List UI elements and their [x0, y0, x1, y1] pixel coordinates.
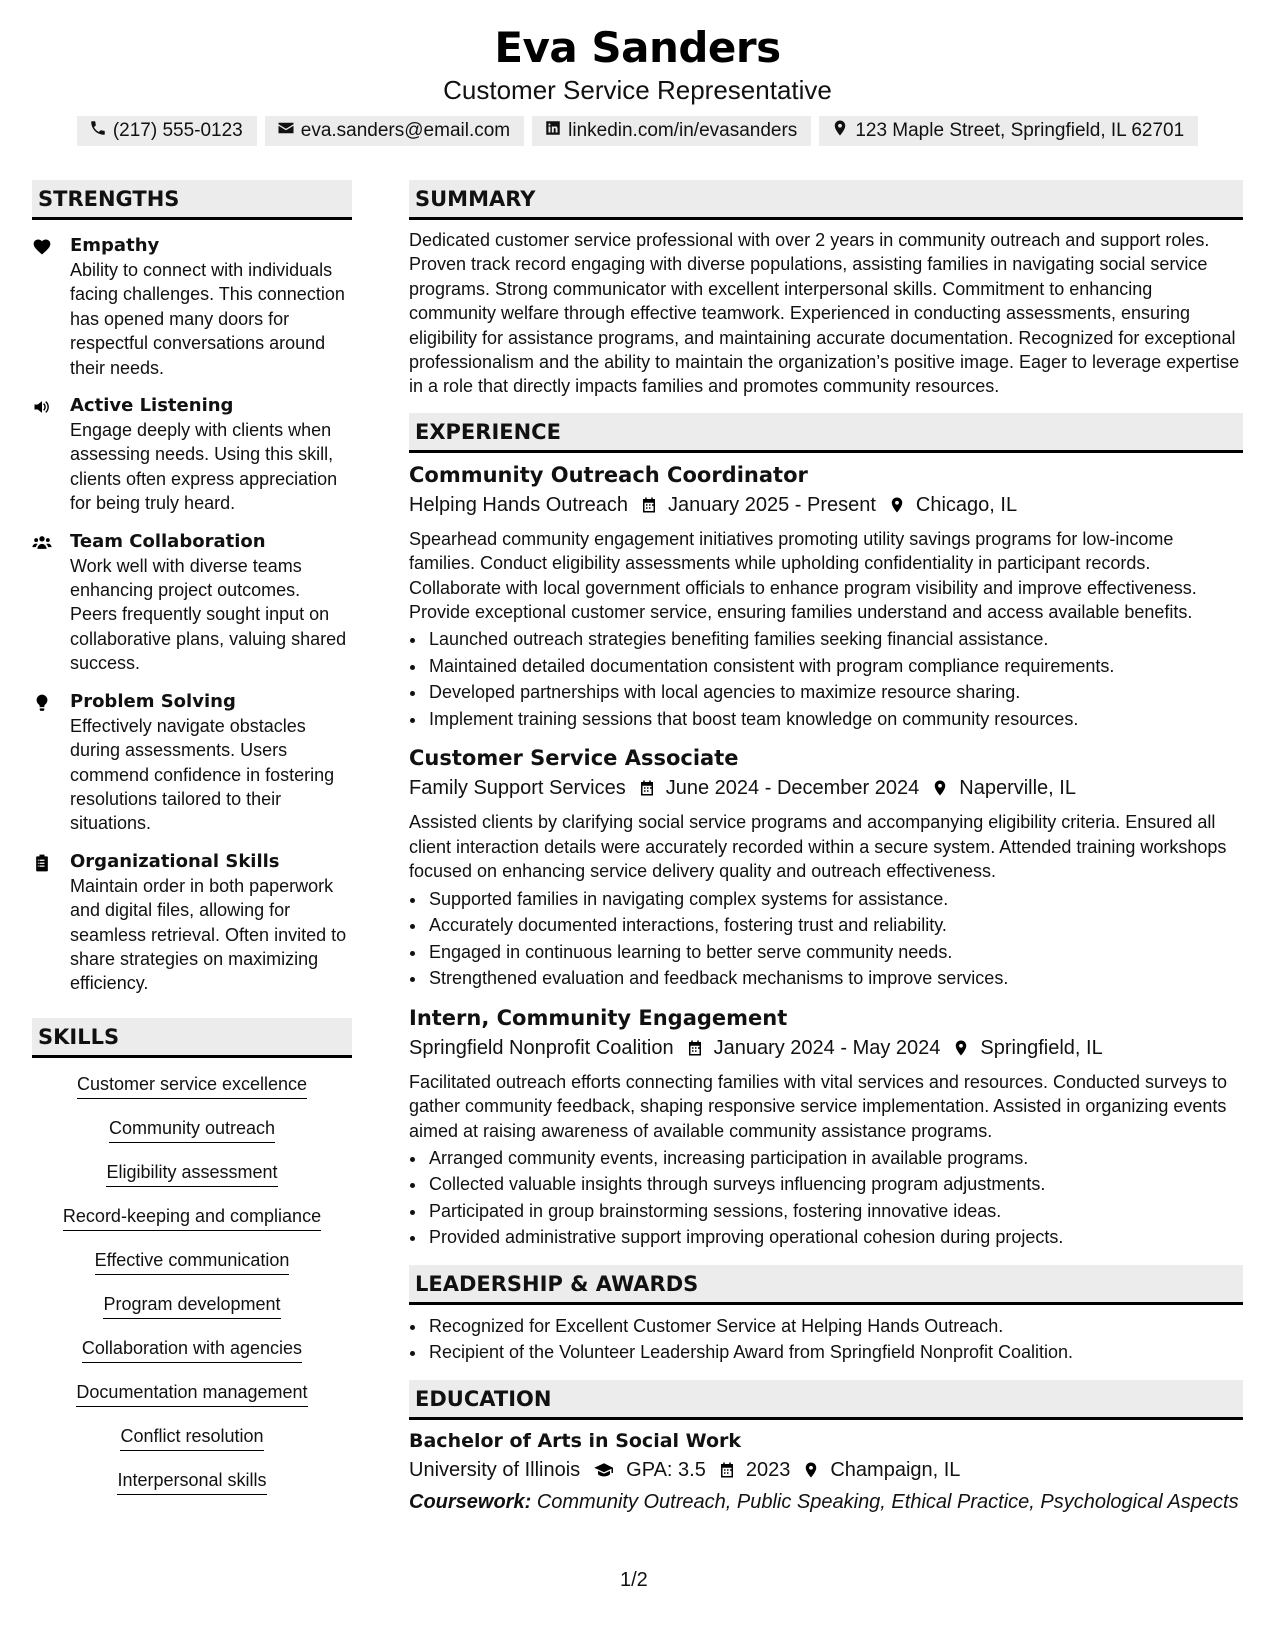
contact-bar — [0, 116, 1275, 146]
envelope-icon — [277, 119, 295, 143]
strength-item — [32, 394, 352, 516]
bullet-item: • Strengthened evaluation and feedback mechanisms to improve services. — [427, 965, 1243, 992]
page-number: 1/2 — [620, 1569, 648, 1591]
bullet-item: • Engaged in continuous learning to better serve community needs. — [427, 939, 1243, 966]
strengths-heading: STRENGTHS — [32, 180, 352, 220]
bullet-item: • Provided administrative support improving operational cohesion during projects. — [427, 1224, 1243, 1251]
job-dates: January 2024 - May 2024 — [713, 1036, 941, 1059]
job-bullets — [409, 1145, 1243, 1251]
candidate-title: Customer Service Representative — [443, 75, 832, 105]
strength-item — [32, 234, 352, 380]
map-pin-icon — [952, 1039, 970, 1057]
experience-heading: EXPERIENCE — [409, 413, 1243, 453]
contact-phone — [77, 116, 257, 146]
right-column — [409, 180, 1243, 1514]
skill-tag: Eligibility assessment — [106, 1160, 277, 1187]
education-heading: EDUCATION — [409, 1380, 1243, 1420]
skill-tag: Documentation management — [76, 1380, 307, 1407]
job-company: Helping Hands Outreach — [409, 493, 629, 516]
bullet-item: • Collected valuable insights through surveys influencing program adjustments. — [427, 1171, 1243, 1198]
address-text: 123 Maple Street, Springfield, IL 62701 — [855, 120, 1185, 141]
bullet-item: • Maintained detailed documentation consistent with program compliance requirements. — [427, 653, 1243, 680]
gpa-text: GPA: 3.5 — [626, 1458, 706, 1481]
job-entry — [409, 1004, 1243, 1251]
bullet-item: • Arranged community events, increasing participation in available programs. — [427, 1145, 1243, 1172]
volume-icon — [32, 394, 70, 516]
strength-item — [32, 530, 352, 676]
map-pin-icon — [802, 1461, 820, 1479]
awards-heading: LEADERSHIP & AWARDS — [409, 1265, 1243, 1305]
skill-tag: Interpersonal skills — [117, 1468, 266, 1495]
job-dates: January 2025 - Present — [668, 493, 876, 516]
contact-address — [819, 116, 1198, 146]
calendar-icon — [640, 496, 658, 514]
strength-title: Organizational Skills — [70, 850, 280, 872]
graduation-cap-icon — [592, 1461, 616, 1479]
strength-title: Active Listening — [70, 395, 234, 417]
skills-heading: SKILLS — [32, 1018, 352, 1058]
skill-tag: Customer service excellence — [77, 1072, 307, 1099]
bullet-item: • Implement training sessions that boost team knowledge on community resources. — [427, 706, 1243, 733]
degree-title: Bachelor of Arts in Social Work — [409, 1429, 741, 1452]
coursework-list: Community Outreach, Public Speaking, Ethical Practice, Psychological Aspects — [536, 1490, 1239, 1513]
skill-tag: Collaboration with agencies — [82, 1336, 302, 1363]
job-entry — [409, 461, 1243, 733]
award-item: • Recognized for Excellent Customer Service at Helping Hands Outreach. — [427, 1313, 1243, 1340]
award-item: • Recipient of the Volunteer Leadership Award from Springfield Nonprofit Coalition. — [427, 1339, 1243, 1366]
job-desc: Spearhead community engagement initiatives promoting utility savings programs for low-income families. Conduct eligibility assessments while upholding confidentiality in participant records. Collaborate with local government officials to enhance program visibility and improve effectiveness. Provide exceptional customer service, ensuring families understand and access available benefits. — [409, 528, 1197, 623]
linkedin-icon — [544, 119, 562, 143]
bullet-item: • Supported families in navigating complex systems for assistance. — [427, 886, 1243, 913]
coursework — [409, 1490, 1243, 1514]
job-dates: June 2024 - December 2024 — [665, 777, 920, 800]
bullet-item: • Participated in group brainstorming sessions, fostering innovative ideas. — [427, 1198, 1243, 1225]
map-pin-icon — [931, 779, 949, 797]
job-title: Community Outreach Coordinator — [409, 462, 808, 487]
linkedin-text[interactable]: linkedin.com/in/evasanders — [568, 120, 798, 141]
lightbulb-icon — [32, 690, 70, 836]
grad-year: 2023 — [745, 1458, 791, 1481]
contact-email[interactable] — [265, 116, 524, 146]
calendar-icon — [718, 1461, 736, 1479]
strength-desc: Ability to connect with individuals facing challenges. This connection has opened many doors for respectful conversations around their needs. — [70, 260, 345, 378]
education-meta — [409, 1456, 1243, 1484]
calendar-icon — [638, 779, 656, 797]
strength-desc: Engage deeply with clients when assessing needs. Using this skill, clients often express appreciation for being truly heard. — [70, 420, 338, 514]
coursework-label: Coursework: — [409, 1490, 532, 1513]
bullet-item: • Developed partnerships with local agencies to maximize resource sharing. — [427, 679, 1243, 706]
strength-desc: Maintain order in both paperwork and digital files, allowing for seamless retrieval. Often invited to share strategies on maximizing efficiency. — [70, 875, 347, 994]
strength-title: Team Collaboration — [70, 530, 266, 552]
map-pin-icon — [888, 496, 906, 514]
job-title: Intern, Community Engagement — [409, 1005, 788, 1030]
strength-item — [32, 690, 352, 836]
job-title: Customer Service Associate — [409, 746, 739, 771]
summary-heading: SUMMARY — [409, 180, 1243, 220]
resume-header — [0, 0, 1275, 146]
skill-tag: Community outreach — [109, 1116, 275, 1143]
job-desc: Assisted clients by clarifying social service programs and accompanying eligibility criteria. Ensured all client interaction details were accurately recorded within a secure system. Attended training workshops focused on enhancing service delivery quality and outreach effectiveness. — [409, 812, 1227, 882]
skill-tag: Program development — [103, 1292, 280, 1319]
job-meta — [409, 1034, 1243, 1062]
strength-desc: Work well with diverse teams enhancing project outcomes. Peers frequently sought input on collaborative plans, valuing shared success. — [70, 555, 347, 674]
skill-tag: Effective communication — [95, 1248, 290, 1275]
phone-icon — [89, 119, 107, 143]
phone-text: (217) 555-0123 — [112, 120, 243, 141]
job-entry — [409, 744, 1243, 991]
strength-desc: Effectively navigate obstacles during assessments. Users commend confidence in fostering resolutions tailored to their situations. — [70, 715, 335, 834]
calendar-icon — [686, 1039, 704, 1057]
school-location: Champaign, IL — [830, 1458, 961, 1481]
job-location: Naperville, IL — [959, 777, 1076, 800]
job-company: Springfield Nonprofit Coalition — [409, 1036, 674, 1059]
job-bullets — [409, 886, 1243, 992]
job-company: Family Support Services — [409, 777, 626, 800]
job-bullets — [409, 626, 1243, 732]
candidate-name: Eva Sanders — [494, 23, 781, 72]
email-text[interactable]: eva.sanders@email.com — [300, 120, 511, 141]
users-icon — [32, 530, 70, 676]
bullet-item: • Accurately documented interactions, fostering trust and reliability. — [427, 912, 1243, 939]
skill-tag: Conflict resolution — [120, 1424, 263, 1451]
heart-icon — [32, 234, 70, 380]
contact-linkedin[interactable] — [532, 116, 811, 146]
map-pin-icon — [831, 119, 849, 143]
bullet-item: • Launched outreach strategies benefiting families seeking financial assistance. — [427, 626, 1243, 653]
strength-item — [32, 850, 352, 996]
job-desc: Facilitated outreach efforts connecting families with vital services and resources. Conducted surveys to gather community feedback, shaping responsive service implementation. Assisted in organizing events aimed at raising awareness of available community assistance programs. — [409, 1071, 1228, 1141]
awards-list — [409, 1313, 1243, 1366]
summary-text: Dedicated customer service professional with over 2 years in community outreach and support roles. Proven track record engaging with diverse populations, assisting families in navigating social service programs. Strong communicator with excellent interpersonal skills. Commitment to enhancing community welfare through effective teamwork. Experienced in conducting assessments, ensuring eligibility for assistance programs, and maintaining accurate documentation. Recognized for exceptional professionalism and the ability to maintain the organization’s positive image. Eager to leverage expertise in a role that directly impacts families and promotes community resources. — [409, 230, 1240, 397]
skill-tag: Record-keeping and compliance — [63, 1204, 321, 1231]
left-column — [32, 180, 352, 1512]
school-name: University of Illinois — [409, 1458, 581, 1481]
job-meta — [409, 491, 1243, 519]
strength-title: Empathy — [70, 235, 160, 256]
job-location: Chicago, IL — [915, 493, 1018, 516]
job-location: Springfield, IL — [980, 1036, 1103, 1059]
skills-list — [32, 1072, 352, 1495]
job-meta — [409, 774, 1243, 802]
strength-title: Problem Solving — [70, 690, 236, 712]
clipboard-icon — [32, 850, 70, 996]
